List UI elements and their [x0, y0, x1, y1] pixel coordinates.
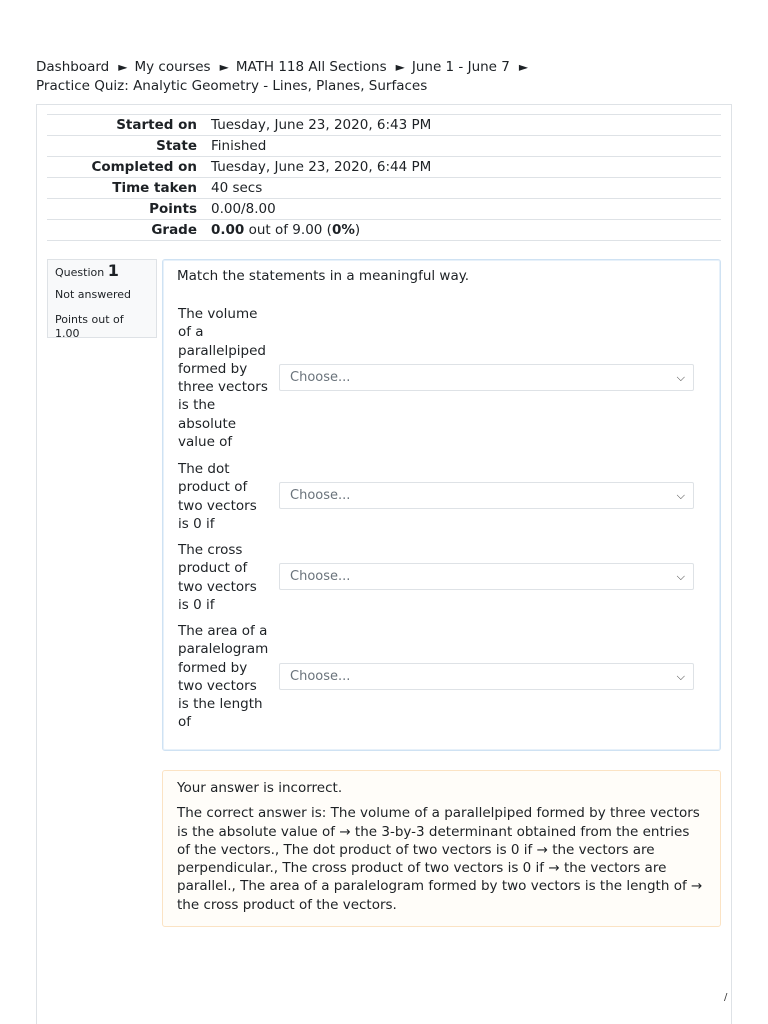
breadcrumb-my-courses[interactable]: My courses [134, 59, 211, 75]
breadcrumb-separator: ► [395, 60, 405, 74]
summary-row-started [47, 115, 721, 136]
summary-value: Tuesday, June 23, 2020, 6:44 PM [211, 159, 432, 175]
question-formulation [162, 259, 721, 751]
breadcrumb-separator: ► [219, 60, 229, 74]
summary-label: Completed on [91, 159, 197, 175]
match-select-4[interactable] [279, 663, 694, 690]
breadcrumb-section[interactable]: June 1 - June 7 [411, 59, 510, 75]
breadcrumb-separator: ► [518, 60, 529, 74]
question-text: Match the statements in a meaningful way. [177, 268, 470, 284]
page-mark: / [724, 992, 728, 1003]
grade-out-of: out of 9.00 ( [244, 222, 332, 238]
breadcrumb [36, 58, 736, 96]
summary-value [211, 220, 721, 241]
question-number [55, 261, 149, 280]
match-select-2[interactable] [279, 482, 694, 509]
match-select-3[interactable] [279, 563, 694, 590]
select-value: Choose... [290, 370, 351, 385]
match-select-1[interactable] [279, 364, 694, 391]
match-stem-4: The area of a paralelogram formed by two vectors is the length of [178, 623, 269, 731]
summary-row-completed [47, 157, 721, 178]
select-value: Choose... [290, 669, 351, 684]
breadcrumb-separator: ► [118, 60, 128, 74]
summary-label: Points [149, 201, 197, 217]
summary-value: 0.00/8.00 [211, 201, 276, 217]
match-stem-3: The cross product of two vectors is 0 if [178, 542, 257, 613]
summary-value: 40 secs [211, 180, 263, 196]
select-value: Choose... [290, 488, 351, 503]
summary-row-points [47, 199, 721, 220]
summary-value: Finished [211, 138, 267, 154]
grade-close: ) [354, 222, 361, 238]
grade-score: 0.00 [211, 222, 245, 238]
breadcrumb-current-quiz[interactable]: Practice Quiz: Analytic Geometry - Lines, Planes, Surfaces [36, 78, 428, 94]
summary-row-state [47, 136, 721, 157]
summary-value: Tuesday, June 23, 2020, 6:43 PM [211, 117, 432, 133]
chevron-down-icon: ⌵ [676, 489, 685, 502]
question-state: Not answered [55, 288, 132, 301]
summary-label: State [156, 138, 197, 154]
question-prefix: Question [55, 266, 105, 279]
select-value: Choose... [290, 569, 351, 584]
answer-feedback [162, 770, 721, 927]
breadcrumb-dashboard[interactable]: Dashboard [36, 59, 110, 75]
summary-row-grade [47, 220, 721, 241]
question-info-box [47, 259, 157, 338]
summary-label: Started on [116, 117, 197, 133]
summary-label: Grade [151, 222, 197, 238]
summary-row-time-taken [47, 178, 721, 199]
breadcrumb-course[interactable]: MATH 118 All Sections [235, 59, 387, 75]
match-stem-2: The dot product of two vectors is 0 if [178, 461, 257, 532]
feedback-correct-answer: The correct answer is: The volume of a parallelpiped formed by three vectors is the absolute value of → the 3-by-3 determinant obtained from the entries of the vectors., The dot product of two vectors is 0 if → the vectors are perpendicular., The cross product of two vectors is 0 if → the vectors are parallel., The area of a paralelogram formed by two vectors is the length of → the cross product of the vectors. [177, 805, 703, 913]
question-points: Points out of 1.00 [55, 313, 124, 340]
question-number-value: 1 [107, 261, 119, 280]
grade-percent: 0% [331, 222, 355, 238]
attempt-summary-table [47, 114, 721, 241]
match-stem-1: The volume of a parallelpiped formed by three vectors is the absolute value of [178, 306, 268, 451]
summary-label: Time taken [112, 180, 197, 196]
feedback-result: Your answer is incorrect. [177, 780, 343, 796]
chevron-down-icon: ⌵ [676, 570, 685, 583]
chevron-down-icon: ⌵ [676, 670, 685, 683]
chevron-down-icon: ⌵ [676, 371, 685, 384]
